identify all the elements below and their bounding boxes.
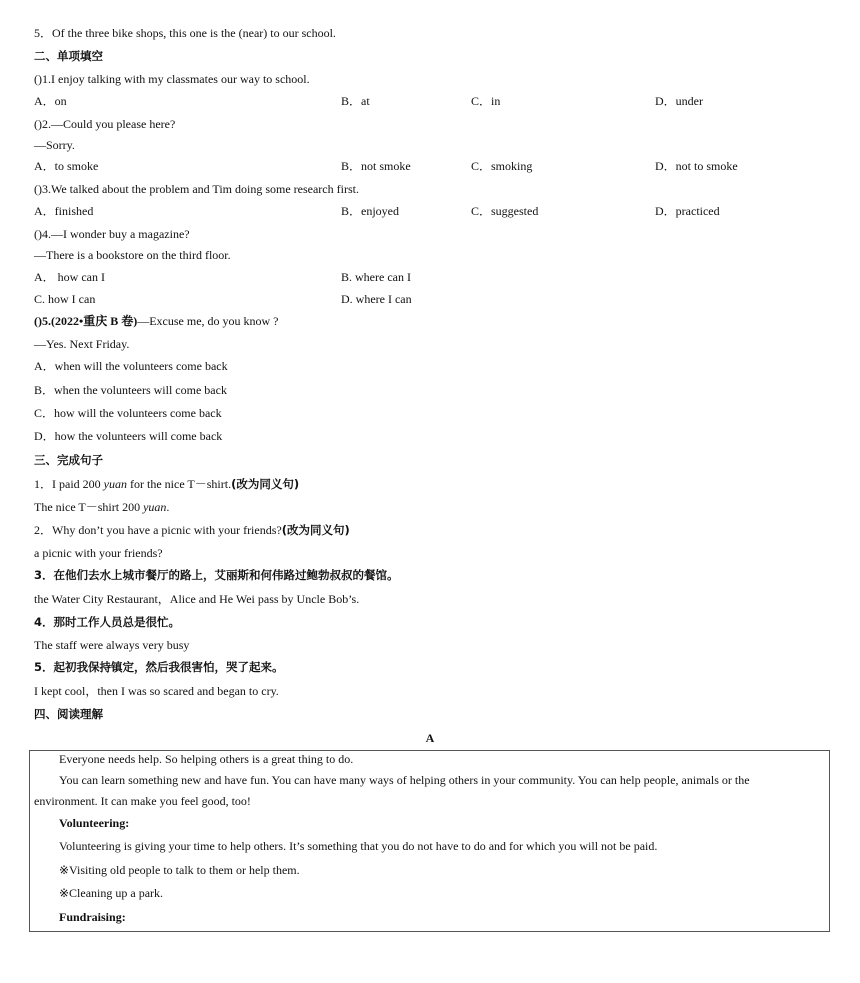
passage-paragraph-1: Everyone needs help. So helping others is a great thing to do. [59, 752, 354, 766]
sentence1-answer-text-a: The nice T－shirt 200 [34, 500, 144, 514]
mc-q5-option-a: A．when will the volunteers come back [34, 359, 228, 373]
mc-q4-option-c: C. how I can [34, 292, 96, 306]
mc-q2-option-c: C．smoking [471, 159, 533, 173]
passage-paragraph-2-line-2: environment. It can make you feel good, too! [34, 794, 251, 808]
passage-label: A [425, 731, 435, 745]
mc-q3-option-d: D．practiced [655, 204, 720, 218]
sentence1-prompt-text-a: 1．I paid 200 [34, 477, 104, 491]
mc-q2-option-b: B．not smoke [341, 159, 411, 173]
sentence1-answer [34, 499, 169, 515]
mc-q5-reply: —Yes. Next Friday. [34, 337, 130, 351]
mc-q1-option-d: D．under [655, 94, 703, 108]
volunteering-bullet-1: ※Visiting old people to talk to them or help them. [59, 863, 300, 877]
sentence3-answer: the Water City Restaurant，Alice and He Wei pass by Uncle Bob’s. [34, 592, 360, 606]
sentence5-prompt: 5．起初我保持镇定，然后我很害怕，哭了起来。 [34, 660, 284, 674]
mc-q5-option-b: B．when the volunteers will come back [34, 383, 227, 397]
fundraising-title: Fundraising: [59, 910, 126, 924]
mc-q2-option-a: A．to smoke [34, 159, 99, 173]
sentence1-prompt [34, 476, 299, 492]
volunteering-definition: Volunteering is giving your time to help others. It’s something that you do not have to do and for which you will not be paid. [59, 839, 658, 853]
volunteering-title: Volunteering: [59, 816, 130, 830]
sentence5-answer: I kept cool，then I was so scared and began to cry. [34, 684, 279, 698]
mc-q3-option-a: A．finished [34, 204, 94, 218]
section-heading-reading: 四、阅读理解 [34, 707, 103, 721]
mc-q2-reply: —Sorry. [34, 138, 75, 152]
sentence1-answer-text-b: . [166, 500, 170, 514]
mc-q1-option-b: B．at [341, 94, 370, 108]
mc-q4-option-d: D. where I can [341, 292, 412, 306]
passage-paragraph-2-line-1: You can learn something new and have fun. You can have many ways of helping others in your community. You can help people, animals or the [59, 773, 750, 787]
sentence2-answer: a picnic with your friends? [34, 546, 163, 560]
mc-q4-option-a: A． how can I [34, 270, 105, 284]
mc-q4-stem: ()4.—I wonder buy a magazine? [34, 227, 190, 241]
mc-q5-option-c: C．how will the volunteers come back [34, 406, 222, 420]
sentence1-note: (改为同义句) [231, 477, 300, 491]
sentence1-prompt-yuan: yuan [103, 477, 127, 491]
sentence4-prompt: 4．那时工作人员总是很忙。 [34, 615, 181, 629]
mc-q5-question: —Excuse me, do you know ? [137, 314, 279, 328]
sentence1-answer-yuan: yuan [143, 500, 167, 514]
mc-q5-stem [34, 313, 279, 329]
sentence1-prompt-text-b: for the nice T－shirt. [127, 477, 232, 491]
mc-q4-reply: —There is a bookstore on the third floor. [34, 248, 231, 262]
mc-q1-option-c: C．in [471, 94, 501, 108]
mc-q3-option-c: C．suggested [471, 204, 539, 218]
mc-q3-stem: ()3.We talked about the problem and Tim doing some research first. [34, 182, 359, 196]
sentence4-answer: The staff were always very busy [34, 638, 190, 652]
mc-q1-option-a: A．on [34, 94, 67, 108]
sentence3-prompt: 3．在他们去水上城市餐厅的路上，艾丽斯和何伟路过鲍勃叔叔的餐馆。 [34, 568, 399, 582]
mc-q4-option-b: B. where can I [341, 270, 411, 284]
q5-prior-section: 5．Of the three bike shops, this one is the (near) to our school. [34, 26, 336, 40]
mc-q5-source: ()5.(2022•重庆 B 卷) [34, 314, 138, 328]
mc-q1-stem: ()1.I enjoy talking with my classmates our way to school. [34, 72, 310, 86]
volunteering-bullet-2: ※Cleaning up a park. [59, 886, 164, 900]
section-heading-complete-sentences: 三、完成句子 [34, 453, 103, 467]
mc-q2-option-d: D．not to smoke [655, 159, 738, 173]
sentence2-prompt [34, 522, 350, 538]
mc-q3-option-b: B．enjoyed [341, 204, 399, 218]
mc-q5-option-d: D．how the volunteers will come back [34, 429, 223, 443]
section-heading-multiple-choice: 二、单项填空 [34, 49, 103, 63]
sentence2-note: (改为同义句) [281, 523, 350, 537]
mc-q2-stem: ()2.—Could you please here? [34, 117, 176, 131]
sentence2-prompt-text: 2．Why don’t you have a picnic with your friends? [34, 523, 282, 537]
